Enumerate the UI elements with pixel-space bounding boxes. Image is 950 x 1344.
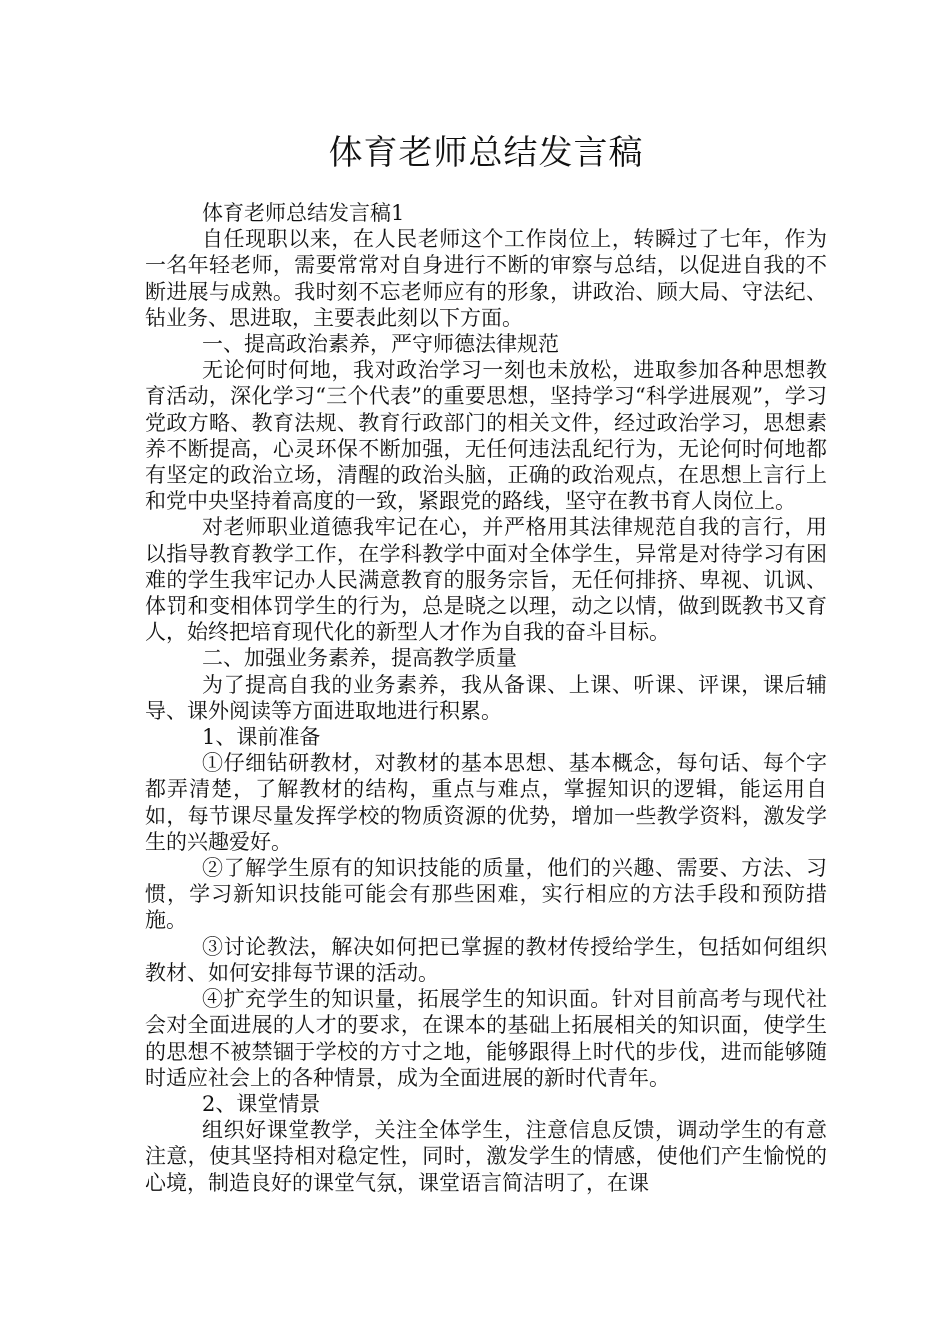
document-body xyxy=(145,200,827,1196)
preparation-item-2: ②了解学生原有的知识技能的质量，他们的兴趣、需要、方法、习惯，学习新知识技能可能会有那些困难，实行相应的方法手段和预防措施。 xyxy=(145,856,827,933)
document-page xyxy=(145,0,827,1196)
intro-paragraph: 自任现职以来，在人民老师这个工作岗位上，转瞬过了七年，作为一名年轻老师，需要常常对自身进行不断的审察与总结，以促进自我的不断进展与成熟。我时刻不忘老师应有的形象，讲政治、顾大局、守法纪、钻业务、思进取，主要表此刻以下方面。 xyxy=(145,227,827,330)
classroom-paragraph: 组织好课堂教学，关注全体学生，注意信息反馈，调动学生的有意注意，使其坚持相对稳定性，同时，激发学生的情感，使他们产生愉悦的心境，制造良好的课堂气氛，课堂语言简洁明了，在课 xyxy=(145,1118,827,1195)
document-title: 体育老师总结发言稿 xyxy=(328,133,644,173)
teaching-intro-paragraph: 为了提高自我的业务素养，我从备课、上课、听课、评课，课后辅导、课外阅读等方面进取地进行积累。 xyxy=(145,672,827,723)
political-study-paragraph: 无论何时何地，我对政治学习一刻也未放松，进取参加各种思想教育活动，深化学习“三个代表”的重要思想，坚持学习“科学进展观”，学习党政方略、教育法规、教育行政部门的相关文件，经过政治学习，思想素养不断提高，心灵环保不断加强，无任何违法乱纪行为，无论何时何地都有坚定的政治立场，清醒的政治头脑，正确的政治观点，在思想上言行上和党中央坚持着高度的一致，紧跟党的路线，坚守在教书育人岗位上。 xyxy=(145,358,827,514)
preparation-item-3: ③讨论教法，解决如何把已掌握的教材传授给学生，包括如何组织教材、如何安排每节课的活动。 xyxy=(145,934,827,985)
preparation-item-1: ①仔细钻研教材，对教材的基本思想、基本概念，每句话、每个字都弄清楚，了解教材的结构，重点与难点，掌握知识的逻辑，能运用自如，每节课尽量发挥学校的物质资源的优势，增加一些教学资料，激发学生的兴趣爱好。 xyxy=(145,751,827,854)
subheading-preparation: 1、课前准备 xyxy=(202,725,321,750)
section-heading-teaching: 二、加强业务素养，提高教学质量 xyxy=(202,646,517,671)
subtitle-paragraph: 体育老师总结发言稿1 xyxy=(202,201,405,225)
ethics-paragraph: 对老师职业道德我牢记在心，并严格用其法律规范自我的言行，用以指导教育教学工作，在学科教学中面对全体学生，异常是对待学习有困难的学生我牢记办人民满意教育的服务宗旨，无任何排挤、卑视、讥讽、体罚和变相体罚学生的行为，总是晓之以理，动之以情，做到既教书又育人，始终把培育现代化的新型人才作为自我的奋斗目标。 xyxy=(145,515,827,645)
section-heading-political: 一、提高政治素养，严守师德法律规范 xyxy=(202,332,559,357)
subheading-classroom: 2、课堂情景 xyxy=(202,1091,321,1116)
preparation-item-4: ④扩充学生的知识量，拓展学生的知识面。针对目前高考与现代社会对全面进展的人才的要求，在课本的基础上拓展相关的知识面，使学生的思想不被禁锢于学校的方寸之地，能够跟得上时代的步伐，进而能够随时适应社会上的各种情景，成为全面进展的新时代青年。 xyxy=(145,987,827,1090)
